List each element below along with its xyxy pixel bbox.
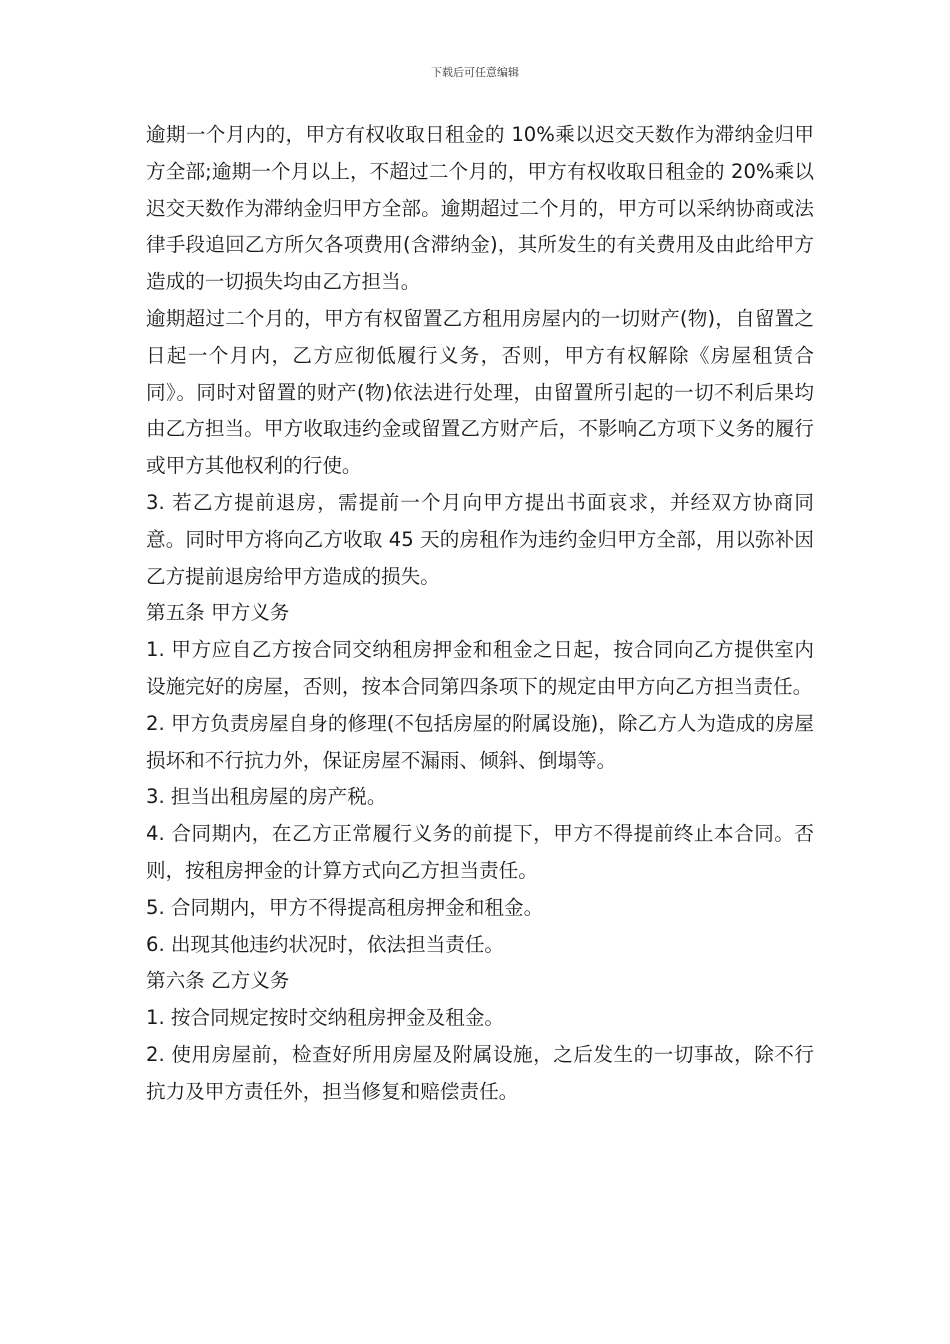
document-body [146, 117, 814, 1111]
section-heading-article-6: 第六条 乙方义务 [146, 969, 290, 993]
paragraph-property-lien: 逾期超过二个月的，甲方有权留置乙方租用房屋内的一切财产(物)，自留置之日起一个月内，乙方应彻低履行义务，否则，甲方有权解除《房屋租赁合同》。同时对留置的财产(物)依法进行处理，由留置所引起的一切不利后果均由乙方担当。甲方收取违约金或留置乙方财产后，不影响乙方项下义务的履行或甲方其他权利的行使。 [146, 306, 814, 478]
list-item-article-5-1: 1. 甲方应自乙方按合同交纳租房押金和租金之日起，按合同向乙方提供室内设施完好的房屋，否则，按本合同第四条项下的规定由甲方向乙方担当责任。 [146, 638, 814, 698]
list-item-article-5-4: 4. 合同期内，在乙方正常履行义务的前提下，甲方不得提前终止本合同。否则，按租房押金的计算方式向乙方担当责任。 [146, 822, 814, 882]
list-item-article-6-1: 1. 按合同规定按时交纳租房押金及租金。 [146, 1006, 505, 1030]
paragraph-late-payment-penalty: 逾期一个月内的，甲方有权收取日租金的 10%乘以迟交天数作为滞纳金归甲方全部;逾期一个月以上，不超过二个月的，甲方有权收取日租金的 20%乘以迟交天数作为滞纳金归甲方全部。逾期超过二个月的，甲方可以采纳协商或法律手段追回乙方所欠各项费用(含滞纳金)，其所发生的有关费用及由此给甲方造成的一切损失均由乙方担当。 [146, 123, 814, 294]
list-item-article-5-5: 5. 合同期内，甲方不得提高租房押金和租金。 [146, 895, 544, 919]
list-item-article-6-2: 2. 使用房屋前，检查好所用房屋及附属设施，之后发生的一切事故，除不行抗力及甲方责任外，担当修复和赔偿责任。 [146, 1042, 814, 1103]
page-header: 下载后可任意编辑 [431, 66, 519, 79]
list-item-article-5-3: 3. 担当出租房屋的房产税。 [146, 785, 387, 809]
list-item-article-5-2: 2. 甲方负责房屋自身的修理(不包括房屋的附属设施)，除乙方人为造成的房屋损坏和不行抗力外，保证房屋不漏雨、倾斜、倒塌等。 [146, 711, 814, 772]
section-heading-article-5: 第五条 甲方义务 [146, 601, 290, 625]
paragraph-early-termination: 3. 若乙方提前退房，需提前一个月向甲方提出书面哀求，并经双方协商同意。同时甲方将向乙方收取 45 天的房租作为违约金归甲方全部，用以弥补因乙方提前退房给甲方造成的损失。 [146, 490, 814, 588]
list-item-article-5-6: 6. 出现其他违约状况时，依法担当责任。 [146, 932, 505, 956]
